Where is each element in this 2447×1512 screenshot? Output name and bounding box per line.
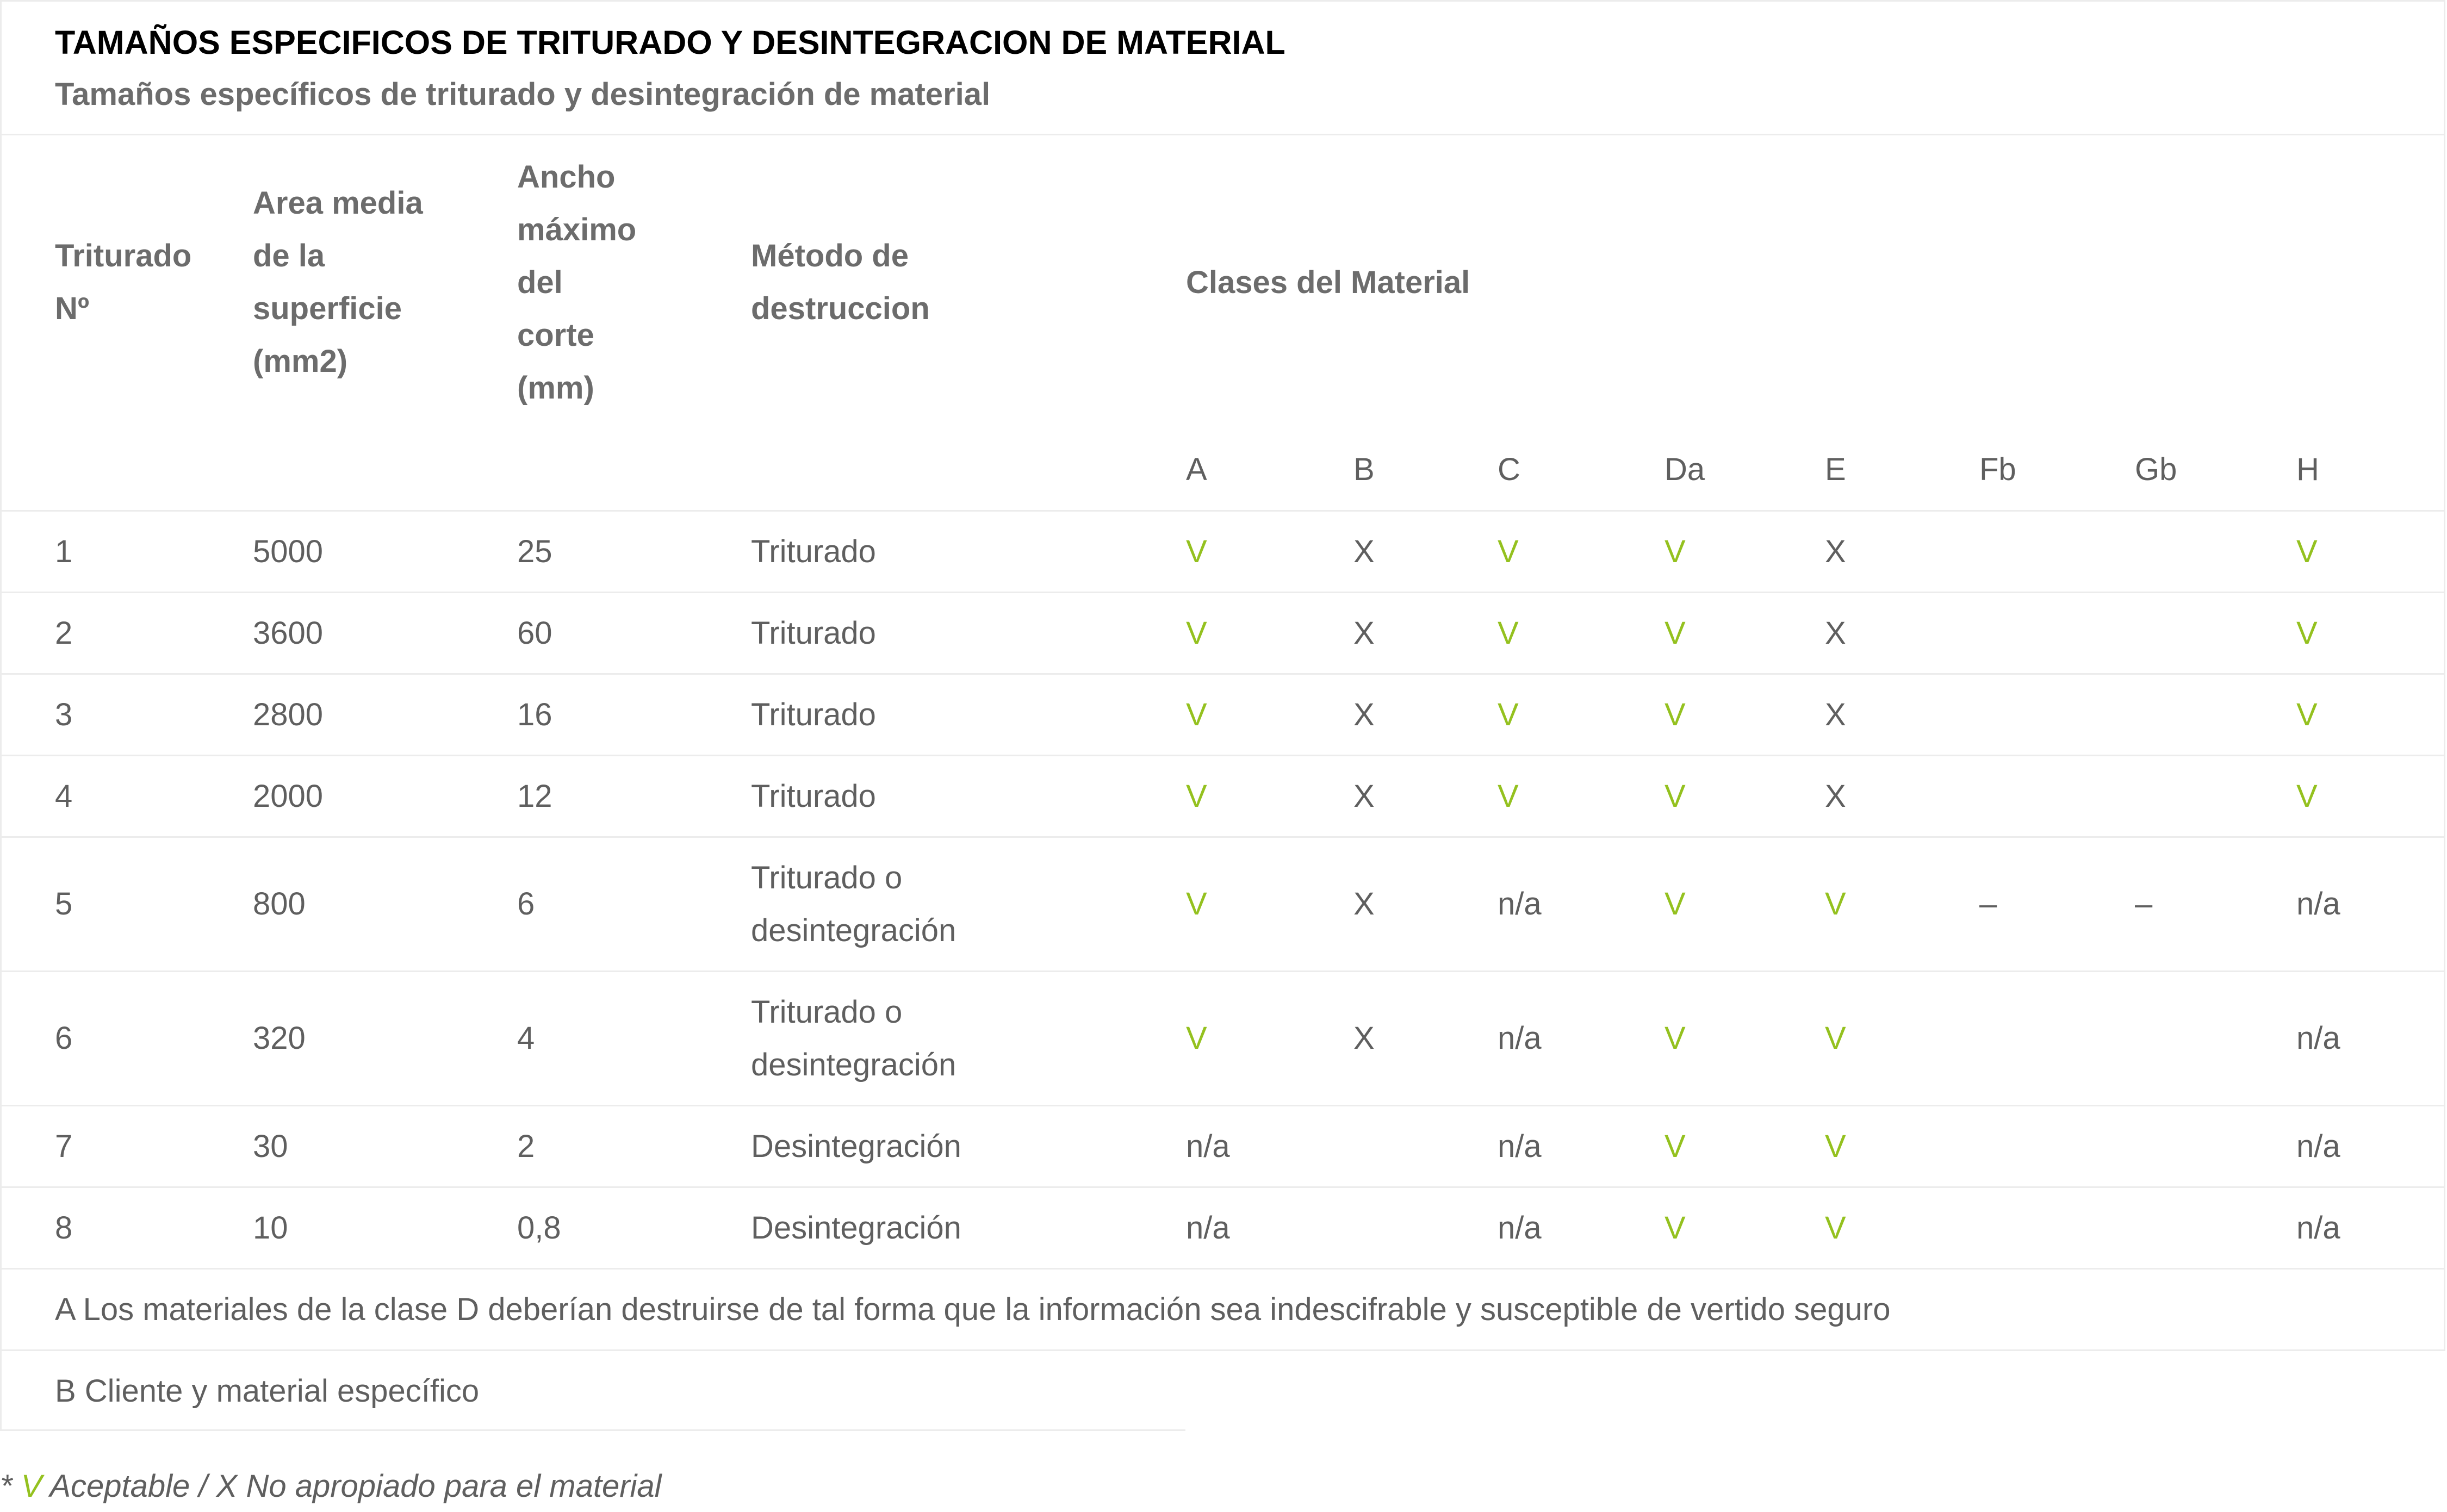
header-area: Area media de la superficie (mm2) — [253, 185, 423, 379]
cell-class-h: n/a — [2296, 1105, 2444, 1187]
cell-class-c: V — [1498, 592, 1665, 674]
shredding-sizes-table — [2, 135, 2444, 1351]
cell-ancho: 2 — [517, 1105, 751, 1187]
cell-area: 30 — [253, 1105, 517, 1187]
class-label: Gb — [2135, 429, 2296, 511]
cell-class-c: V — [1498, 511, 1665, 592]
caption-title: TAMAÑOS ESPECIFICOS DE TRITURADO Y DESINTEGRACION DE MATERIAL — [55, 24, 1285, 61]
cell-class-h: n/a — [2296, 971, 2444, 1105]
cell-class-gb — [2135, 1105, 2296, 1187]
cell-class-da: V — [1665, 674, 1825, 755]
table-row — [2, 1187, 2444, 1268]
cell-class-da: V — [1665, 1187, 1825, 1268]
cell-triturado: 6 — [2, 971, 253, 1105]
cell-class-da: V — [1665, 511, 1825, 592]
cell-class-a: n/a — [1186, 1105, 1353, 1187]
cell-triturado: 7 — [2, 1105, 253, 1187]
cell-class-a: V — [1186, 755, 1353, 837]
cell-ancho: 0,8 — [517, 1187, 751, 1268]
cell-class-e: V — [1825, 837, 1979, 971]
cell-class-c: n/a — [1498, 837, 1665, 971]
cell-ancho: 60 — [517, 592, 751, 674]
cell-metodo: Triturado — [751, 674, 1186, 755]
cell-class-fb — [1979, 592, 2135, 674]
note-a: A Los materiales de la clase D deberían destruirse de tal forma que la información sea indescifrable y susceptible de vertido seguro — [2, 1268, 2444, 1350]
table-row — [2, 592, 2444, 674]
cell-class-e: V — [1825, 1187, 1979, 1268]
cell-ancho: 12 — [517, 755, 751, 837]
cell-class-gb — [2135, 511, 2296, 592]
cell-class-a: n/a — [1186, 1187, 1353, 1268]
cell-class-h: n/a — [2296, 837, 2444, 971]
cell-class-a: V — [1186, 837, 1353, 971]
cell-class-b: X — [1353, 971, 1498, 1105]
cell-triturado: 4 — [2, 755, 253, 837]
cell-class-gb: – — [2135, 837, 2296, 971]
cell-class-c: n/a — [1498, 1105, 1665, 1187]
class-label: C — [1498, 429, 1665, 511]
cell-class-gb — [2135, 1187, 2296, 1268]
cell-class-b: X — [1353, 674, 1498, 755]
cell-class-c: V — [1498, 674, 1665, 755]
cell-class-fb — [1979, 1187, 2135, 1268]
class-label: Fb — [1979, 429, 2135, 511]
cell-class-da: V — [1665, 837, 1825, 971]
class-label: A — [1186, 429, 1353, 511]
cell-class-e: X — [1825, 755, 1979, 837]
legend-v-symbol: V — [21, 1469, 42, 1504]
cell-area: 320 — [253, 971, 517, 1105]
note-b: B Cliente y material específico — [0, 1351, 1185, 1431]
cell-area: 2800 — [253, 674, 517, 755]
cell-class-e: V — [1825, 1105, 1979, 1187]
cell-class-a: V — [1186, 674, 1353, 755]
table-body — [2, 511, 2444, 1268]
legend-x-symbol: X — [216, 1469, 238, 1504]
table-row — [2, 755, 2444, 837]
cell-class-da: V — [1665, 971, 1825, 1105]
cell-ancho: 6 — [517, 837, 751, 971]
cell-triturado: 1 — [2, 511, 253, 592]
cell-class-fb — [1979, 971, 2135, 1105]
cell-class-gb — [2135, 674, 2296, 755]
cell-class-c: V — [1498, 755, 1665, 837]
cell-class-e: X — [1825, 511, 1979, 592]
header-clases: Clases del Material — [1186, 264, 1470, 300]
cell-ancho: 25 — [517, 511, 751, 592]
cell-class-a: V — [1186, 592, 1353, 674]
header-row — [2, 135, 2444, 429]
cell-class-fb — [1979, 755, 2135, 837]
cell-triturado: 3 — [2, 674, 253, 755]
note-row-a — [2, 1268, 2444, 1350]
cell-triturado: 5 — [2, 837, 253, 971]
cell-class-h: V — [2296, 511, 2444, 592]
caption-subtitle: Tamaños específicos de triturado y desintegración de material — [55, 77, 991, 112]
cell-metodo: Triturado o desintegración — [751, 971, 1186, 1105]
cell-metodo: Triturado — [751, 592, 1186, 674]
cell-class-b: X — [1353, 837, 1498, 971]
class-label: B — [1353, 429, 1498, 511]
cell-class-da: V — [1665, 592, 1825, 674]
cell-class-b: X — [1353, 755, 1498, 837]
cell-class-gb — [2135, 592, 2296, 674]
class-letter-row — [2, 429, 2444, 511]
header-ancho: Ancho máximo del corte (mm) — [517, 159, 637, 406]
cell-class-gb — [2135, 971, 2296, 1105]
cell-class-c: n/a — [1498, 971, 1665, 1105]
cell-class-fb — [1979, 511, 2135, 592]
cell-metodo: Triturado — [751, 511, 1186, 592]
cell-class-c: n/a — [1498, 1187, 1665, 1268]
cell-triturado: 8 — [2, 1187, 253, 1268]
cell-metodo: Desintegración — [751, 1105, 1186, 1187]
legend — [0, 1468, 662, 1504]
header-metodo: Método de destruccion — [751, 238, 930, 326]
cell-class-h: V — [2296, 592, 2444, 674]
cell-class-h: n/a — [2296, 1187, 2444, 1268]
cell-class-h: V — [2296, 755, 2444, 837]
cell-class-da: V — [1665, 1105, 1825, 1187]
cell-area: 5000 — [253, 511, 517, 592]
cell-class-b: X — [1353, 592, 1498, 674]
table-row — [2, 674, 2444, 755]
cell-ancho: 16 — [517, 674, 751, 755]
cell-class-e: X — [1825, 592, 1979, 674]
cell-class-da: V — [1665, 755, 1825, 837]
table-row — [2, 511, 2444, 592]
cell-metodo: Triturado — [751, 755, 1186, 837]
cell-metodo: Desintegración — [751, 1187, 1186, 1268]
table-caption — [2, 2, 2444, 135]
cell-class-b: X — [1353, 511, 1498, 592]
cell-class-h: V — [2296, 674, 2444, 755]
cell-class-gb — [2135, 755, 2296, 837]
cell-area: 2000 — [253, 755, 517, 837]
legend-v-text: Aceptable / — [42, 1469, 216, 1504]
table-row — [2, 1105, 2444, 1187]
cell-triturado: 2 — [2, 592, 253, 674]
cell-ancho: 4 — [517, 971, 751, 1105]
cell-class-e: V — [1825, 971, 1979, 1105]
header-triturado: Triturado Nº — [55, 238, 192, 326]
cell-class-a: V — [1186, 971, 1353, 1105]
cell-area: 3600 — [253, 592, 517, 674]
legend-prefix: * — [0, 1469, 21, 1504]
cell-class-e: X — [1825, 674, 1979, 755]
cell-class-fb — [1979, 1105, 2135, 1187]
class-label: E — [1825, 429, 1979, 511]
legend-x-text: No apropiado para el material — [237, 1469, 662, 1504]
cell-area: 10 — [253, 1187, 517, 1268]
cell-class-fb: – — [1979, 837, 2135, 971]
cell-class-b — [1353, 1105, 1498, 1187]
class-label: Da — [1665, 429, 1825, 511]
cell-class-b — [1353, 1187, 1498, 1268]
cell-metodo: Triturado o desintegración — [751, 837, 1186, 971]
cell-class-a: V — [1186, 511, 1353, 592]
table-row — [2, 837, 2444, 971]
cell-class-fb — [1979, 674, 2135, 755]
table-row — [2, 971, 2444, 1105]
class-label: H — [2296, 429, 2444, 511]
cell-area: 800 — [253, 837, 517, 971]
